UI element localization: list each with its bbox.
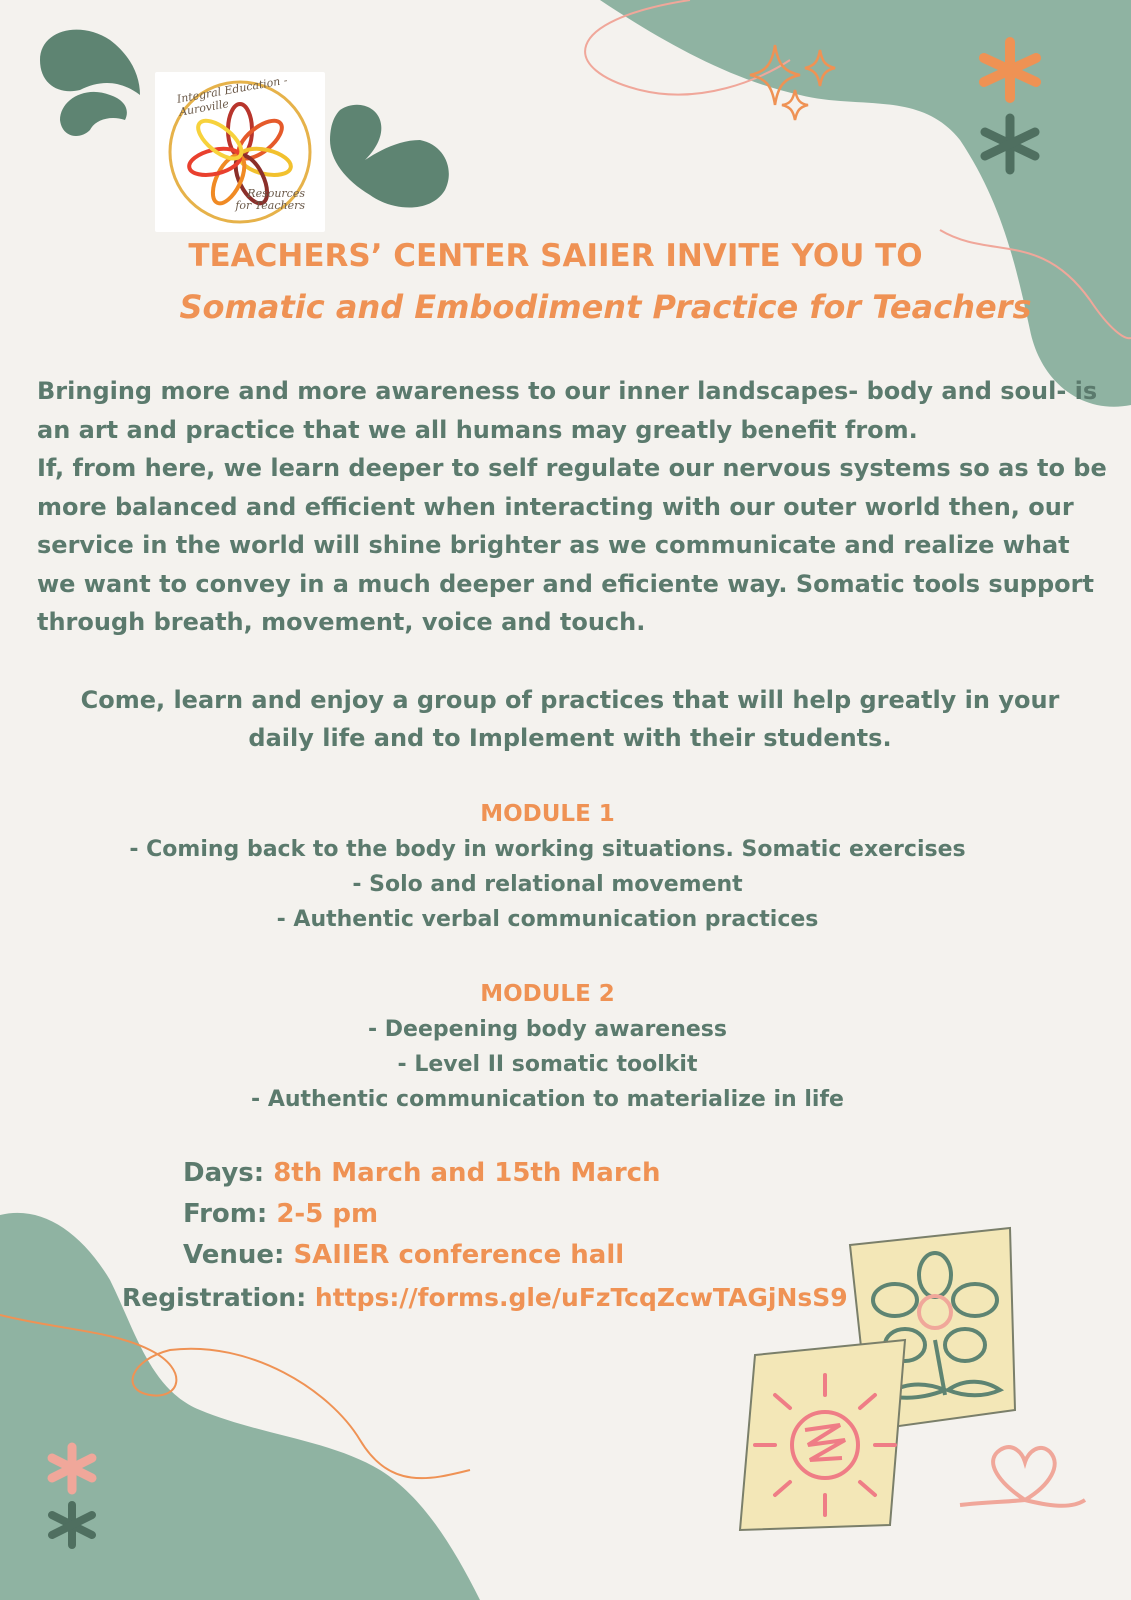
invitation-text bbox=[40, 681, 1100, 757]
droplet-shape bbox=[330, 105, 449, 208]
top-right-blob bbox=[600, 0, 1131, 407]
intro-paragraph-2: If, from here, we learn deeper to self regulate our nervous systems so as to be more balanced and efficient when interacting with our outer world then, our service in the world will shine brighter as we communicate and realize what we want to convey in a much deeper and eficiente way. Somatic tools support through breath, movement, voice and touch. bbox=[37, 454, 1107, 636]
module-1-item: - Authentic verbal communication practices bbox=[276, 907, 819, 932]
module-1-item: - Coming back to the body in working situations. Somatic exercises bbox=[129, 837, 966, 862]
logo-text-resources: Resources bbox=[247, 187, 305, 200]
from-label: From: bbox=[183, 1199, 268, 1229]
heart-shape bbox=[993, 1447, 1085, 1506]
days-value: 8th March and 15th March bbox=[273, 1158, 661, 1188]
droplet-shape bbox=[60, 92, 127, 136]
registration-link[interactable]: https://forms.gle/uFzTcqZcwTAGjNsS9 bbox=[314, 1283, 848, 1312]
from-value: 2-5 pm bbox=[276, 1199, 379, 1229]
module-2-item: - Level II somatic toolkit bbox=[397, 1052, 698, 1077]
headline: TEACHERS’ CENTER SAIIER INVITE YOU TO bbox=[188, 238, 923, 274]
module-1-item: - Solo and relational movement bbox=[352, 872, 743, 897]
droplet-shape bbox=[40, 30, 140, 95]
intro-paragraph-1: Bringing more and more awareness to our inner landscapes- body and soul- is an art and practice that we all humans may greatly benefit from. bbox=[37, 377, 1098, 444]
venue-value: SAIIER conference hall bbox=[293, 1240, 625, 1270]
module-2-title: MODULE 2 bbox=[480, 981, 615, 1007]
module-2 bbox=[0, 977, 1095, 1117]
module-2-item: - Deepening body awareness bbox=[367, 1017, 727, 1042]
logo-text-top: Integral Education - Auroville bbox=[175, 73, 289, 119]
invitation-line-2: daily life and to Implement with their students. bbox=[248, 724, 892, 752]
subheadline: Somatic and Embodiment Practice for Teachers bbox=[179, 288, 1032, 326]
time-info bbox=[183, 1199, 378, 1229]
logo bbox=[155, 72, 325, 232]
registration-info bbox=[122, 1283, 848, 1312]
intro-text bbox=[37, 372, 1107, 642]
invitation-line-1: Come, learn and enjoy a group of practices that will help greatly in your bbox=[80, 686, 1060, 714]
sun-card bbox=[740, 1340, 905, 1530]
logo-text-bottom bbox=[205, 188, 305, 212]
decor-line bbox=[960, 1500, 1025, 1505]
module-1-title: MODULE 1 bbox=[480, 801, 615, 827]
module-1 bbox=[0, 797, 1095, 937]
module-2-item: - Authentic communication to materialize in life bbox=[251, 1087, 844, 1112]
venue-info bbox=[183, 1240, 624, 1270]
days-label: Days: bbox=[183, 1158, 265, 1188]
registration-label: Registration: bbox=[122, 1283, 307, 1312]
days-info bbox=[183, 1158, 661, 1188]
venue-label: Venue: bbox=[183, 1240, 285, 1270]
logo-text-for-teachers: for Teachers bbox=[235, 199, 305, 212]
